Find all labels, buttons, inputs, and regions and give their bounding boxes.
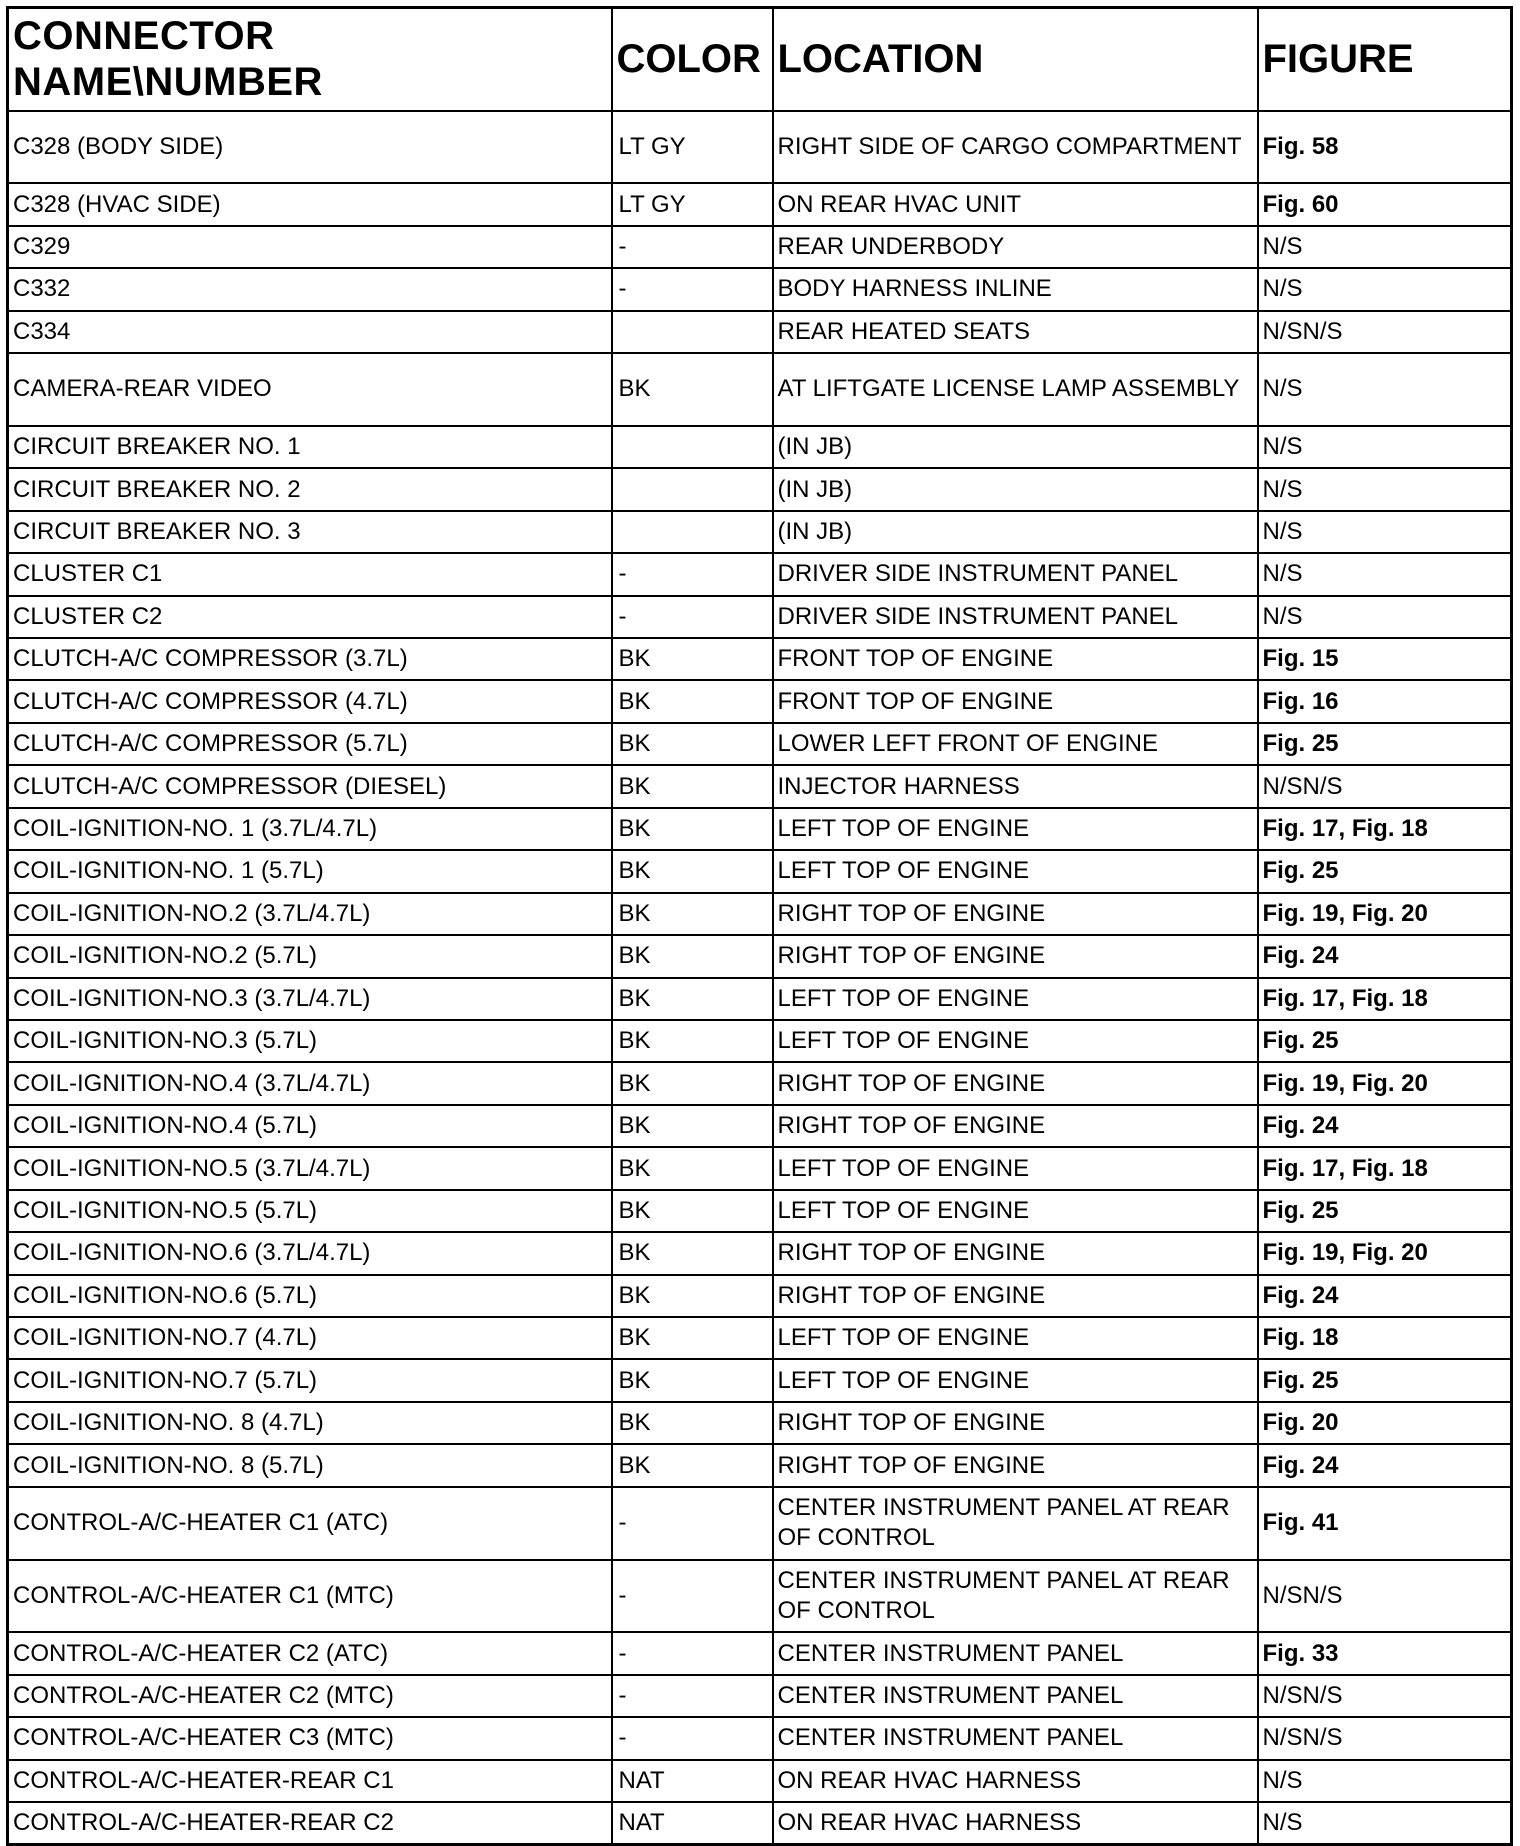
table-row — [8, 353, 1512, 426]
cell-figure: N/S — [1258, 268, 1512, 310]
cell-connector-name: COIL-IGNITION-NO.2 (5.7L) — [8, 935, 612, 977]
cell-figure: Fig. 17, Fig. 18 — [1258, 808, 1512, 850]
cell-connector-name: COIL-IGNITION-NO.7 (5.7L) — [8, 1359, 612, 1401]
cell-color: BK — [612, 1317, 773, 1359]
table-row — [8, 893, 1512, 935]
cell-color: BK — [612, 353, 773, 426]
table-row — [8, 765, 1512, 807]
cell-color: BK — [612, 1020, 773, 1062]
cell-color: BK — [612, 1190, 773, 1232]
cell-color: BK — [612, 1275, 773, 1317]
cell-location: LEFT TOP OF ENGINE — [773, 1317, 1258, 1359]
table-row — [8, 311, 1512, 353]
cell-color: LT GY — [612, 111, 773, 184]
cell-location: REAR UNDERBODY — [773, 226, 1258, 268]
cell-connector-name: COIL-IGNITION-NO.6 (3.7L/4.7L) — [8, 1232, 612, 1274]
cell-location: RIGHT TOP OF ENGINE — [773, 935, 1258, 977]
header-location: LOCATION — [773, 8, 1258, 111]
table-row — [8, 426, 1512, 468]
cell-location: LEFT TOP OF ENGINE — [773, 1359, 1258, 1401]
cell-color: BK — [612, 1147, 773, 1189]
table-row — [8, 1487, 1512, 1560]
table-body — [8, 111, 1512, 1845]
cell-connector-name: C334 — [8, 311, 612, 353]
table-row — [8, 1632, 1512, 1674]
table-row — [8, 808, 1512, 850]
cell-figure: Fig. 17, Fig. 18 — [1258, 1147, 1512, 1189]
cell-connector-name: CLUTCH-A/C COMPRESSOR (DIESEL) — [8, 765, 612, 807]
cell-figure: N/S — [1258, 226, 1512, 268]
table-row — [8, 511, 1512, 553]
cell-figure: Fig. 25 — [1258, 723, 1512, 765]
cell-connector-name: CONTROL-A/C-HEATER C2 (ATC) — [8, 1632, 612, 1674]
cell-connector-name: COIL-IGNITION-NO.2 (3.7L/4.7L) — [8, 893, 612, 935]
cell-location: RIGHT TOP OF ENGINE — [773, 1402, 1258, 1444]
cell-figure: Fig. 24 — [1258, 1275, 1512, 1317]
table-row — [8, 1560, 1512, 1633]
cell-location: LEFT TOP OF ENGINE — [773, 808, 1258, 850]
table-row — [8, 1105, 1512, 1147]
cell-location: ON REAR HVAC UNIT — [773, 183, 1258, 225]
cell-location: CENTER INSTRUMENT PANEL — [773, 1632, 1258, 1674]
cell-figure: Fig. 33 — [1258, 1632, 1512, 1674]
cell-figure: Fig. 19, Fig. 20 — [1258, 1232, 1512, 1274]
header-row — [8, 8, 1512, 111]
cell-figure: N/S — [1258, 1802, 1512, 1844]
cell-figure: Fig. 60 — [1258, 183, 1512, 225]
cell-location: LEFT TOP OF ENGINE — [773, 850, 1258, 892]
cell-figure: Fig. 19, Fig. 20 — [1258, 893, 1512, 935]
cell-connector-name: COIL-IGNITION-NO.4 (3.7L/4.7L) — [8, 1062, 612, 1104]
cell-color — [612, 468, 773, 510]
cell-color: BK — [612, 723, 773, 765]
table-row — [8, 226, 1512, 268]
table-row — [8, 468, 1512, 510]
cell-figure: N/S — [1258, 511, 1512, 553]
cell-connector-name: COIL-IGNITION-NO.3 (3.7L/4.7L) — [8, 978, 612, 1020]
cell-figure: N/S — [1258, 596, 1512, 638]
cell-location: RIGHT TOP OF ENGINE — [773, 1275, 1258, 1317]
cell-location: LEFT TOP OF ENGINE — [773, 978, 1258, 1020]
cell-color: - — [612, 1675, 773, 1717]
cell-location: CENTER INSTRUMENT PANEL — [773, 1717, 1258, 1759]
cell-color: BK — [612, 765, 773, 807]
cell-connector-name: CONTROL-A/C-HEATER C1 (ATC) — [8, 1487, 612, 1560]
cell-figure: Fig. 19, Fig. 20 — [1258, 1062, 1512, 1104]
cell-location: RIGHT TOP OF ENGINE — [773, 1062, 1258, 1104]
cell-location: CENTER INSTRUMENT PANEL AT REAR OF CONTROL — [773, 1560, 1258, 1633]
cell-connector-name: CONTROL-A/C-HEATER C3 (MTC) — [8, 1717, 612, 1759]
cell-connector-name: CIRCUIT BREAKER NO. 2 — [8, 468, 612, 510]
cell-connector-name: COIL-IGNITION-NO. 8 (4.7L) — [8, 1402, 612, 1444]
cell-location: REAR HEATED SEATS — [773, 311, 1258, 353]
cell-connector-name: C329 — [8, 226, 612, 268]
cell-connector-name: CIRCUIT BREAKER NO. 1 — [8, 426, 612, 468]
cell-location: (IN JB) — [773, 426, 1258, 468]
cell-figure: N/S — [1258, 426, 1512, 468]
cell-connector-name: COIL-IGNITION-NO. 8 (5.7L) — [8, 1444, 612, 1486]
cell-location: FRONT TOP OF ENGINE — [773, 638, 1258, 680]
cell-connector-name: CLUTCH-A/C COMPRESSOR (5.7L) — [8, 723, 612, 765]
cell-location: CENTER INSTRUMENT PANEL — [773, 1675, 1258, 1717]
cell-connector-name: CLUSTER C1 — [8, 553, 612, 595]
cell-color: - — [612, 1717, 773, 1759]
cell-color: BK — [612, 893, 773, 935]
cell-connector-name: CONTROL-A/C-HEATER-REAR C1 — [8, 1760, 612, 1802]
cell-figure: Fig. 18 — [1258, 1317, 1512, 1359]
cell-location: DRIVER SIDE INSTRUMENT PANEL — [773, 553, 1258, 595]
cell-figure: Fig. 15 — [1258, 638, 1512, 680]
cell-color: - — [612, 553, 773, 595]
cell-location: RIGHT TOP OF ENGINE — [773, 1444, 1258, 1486]
cell-connector-name: CLUTCH-A/C COMPRESSOR (3.7L) — [8, 638, 612, 680]
cell-connector-name: CONTROL-A/C-HEATER-REAR C2 — [8, 1802, 612, 1844]
table-row — [8, 680, 1512, 722]
table-row — [8, 978, 1512, 1020]
cell-figure: Fig. 25 — [1258, 1190, 1512, 1232]
cell-figure: N/SN/S — [1258, 1717, 1512, 1759]
cell-color: - — [612, 1632, 773, 1674]
cell-connector-name: COIL-IGNITION-NO.7 (4.7L) — [8, 1317, 612, 1359]
cell-location: AT LIFTGATE LICENSE LAMP ASSEMBLY — [773, 353, 1258, 426]
table-row — [8, 723, 1512, 765]
cell-color — [612, 311, 773, 353]
cell-location: FRONT TOP OF ENGINE — [773, 680, 1258, 722]
cell-connector-name: CIRCUIT BREAKER NO. 3 — [8, 511, 612, 553]
cell-color: BK — [612, 1359, 773, 1401]
cell-location: (IN JB) — [773, 511, 1258, 553]
cell-color — [612, 511, 773, 553]
table-row — [8, 1232, 1512, 1274]
table-row — [8, 1402, 1512, 1444]
cell-color: BK — [612, 850, 773, 892]
cell-color: BK — [612, 1402, 773, 1444]
cell-figure: Fig. 24 — [1258, 1105, 1512, 1147]
table-row — [8, 596, 1512, 638]
cell-location: LEFT TOP OF ENGINE — [773, 1020, 1258, 1062]
table-row — [8, 1062, 1512, 1104]
cell-figure: N/SN/S — [1258, 765, 1512, 807]
cell-location: RIGHT TOP OF ENGINE — [773, 893, 1258, 935]
cell-figure: Fig. 58 — [1258, 111, 1512, 184]
cell-location: LEFT TOP OF ENGINE — [773, 1147, 1258, 1189]
cell-location: CENTER INSTRUMENT PANEL AT REAR OF CONTROL — [773, 1487, 1258, 1560]
cell-connector-name: CLUTCH-A/C COMPRESSOR (4.7L) — [8, 680, 612, 722]
cell-color: - — [612, 596, 773, 638]
table-row — [8, 1760, 1512, 1802]
cell-figure: N/SN/S — [1258, 1560, 1512, 1633]
table-row — [8, 1444, 1512, 1486]
cell-connector-name: COIL-IGNITION-NO.5 (5.7L) — [8, 1190, 612, 1232]
cell-figure: Fig. 17, Fig. 18 — [1258, 978, 1512, 1020]
table-row — [8, 1717, 1512, 1759]
cell-color: BK — [612, 638, 773, 680]
cell-figure: Fig. 20 — [1258, 1402, 1512, 1444]
table-row — [8, 1317, 1512, 1359]
table-row — [8, 1275, 1512, 1317]
cell-connector-name: COIL-IGNITION-NO.4 (5.7L) — [8, 1105, 612, 1147]
table-row — [8, 638, 1512, 680]
cell-connector-name: C328 (HVAC SIDE) — [8, 183, 612, 225]
connector-table — [6, 6, 1513, 1846]
table-row — [8, 1802, 1512, 1844]
cell-figure: Fig. 25 — [1258, 850, 1512, 892]
table-row — [8, 111, 1512, 184]
cell-location: LOWER LEFT FRONT OF ENGINE — [773, 723, 1258, 765]
cell-location: INJECTOR HARNESS — [773, 765, 1258, 807]
cell-figure: N/S — [1258, 553, 1512, 595]
table-row — [8, 1147, 1512, 1189]
table-row — [8, 268, 1512, 310]
cell-color: BK — [612, 1444, 773, 1486]
cell-color: BK — [612, 935, 773, 977]
cell-figure: Fig. 24 — [1258, 935, 1512, 977]
cell-color: - — [612, 226, 773, 268]
cell-color — [612, 426, 773, 468]
cell-figure: N/S — [1258, 353, 1512, 426]
cell-figure: N/S — [1258, 468, 1512, 510]
cell-connector-name: CONTROL-A/C-HEATER C1 (MTC) — [8, 1560, 612, 1633]
table-row — [8, 1190, 1512, 1232]
header-name-line2: NAME\NUMBER — [13, 60, 323, 105]
cell-connector-name: CONTROL-A/C-HEATER C2 (MTC) — [8, 1675, 612, 1717]
table-row — [8, 850, 1512, 892]
cell-figure: Fig. 25 — [1258, 1359, 1512, 1401]
cell-color: - — [612, 1560, 773, 1633]
table-row — [8, 1359, 1512, 1401]
header-figure: FIGURE — [1258, 8, 1512, 111]
cell-connector-name: COIL-IGNITION-NO. 1 (5.7L) — [8, 850, 612, 892]
cell-color: - — [612, 1487, 773, 1560]
cell-connector-name: COIL-IGNITION-NO.5 (3.7L/4.7L) — [8, 1147, 612, 1189]
header-color: COLOR — [612, 8, 773, 111]
cell-figure: N/SN/S — [1258, 311, 1512, 353]
table-row — [8, 183, 1512, 225]
cell-color: BK — [612, 1105, 773, 1147]
table-row — [8, 1020, 1512, 1062]
cell-color: BK — [612, 680, 773, 722]
table-row — [8, 935, 1512, 977]
cell-location: (IN JB) — [773, 468, 1258, 510]
cell-figure: Fig. 24 — [1258, 1444, 1512, 1486]
header-name-line1: CONNECTOR — [13, 14, 275, 59]
cell-location: ON REAR HVAC HARNESS — [773, 1802, 1258, 1844]
cell-location: LEFT TOP OF ENGINE — [773, 1190, 1258, 1232]
cell-figure: Fig. 25 — [1258, 1020, 1512, 1062]
cell-color: BK — [612, 978, 773, 1020]
cell-color: LT GY — [612, 183, 773, 225]
cell-color: BK — [612, 1062, 773, 1104]
cell-figure: N/S — [1258, 1760, 1512, 1802]
cell-figure: Fig. 16 — [1258, 680, 1512, 722]
cell-location: DRIVER SIDE INSTRUMENT PANEL — [773, 596, 1258, 638]
header-connector-name — [8, 8, 612, 111]
cell-figure: Fig. 41 — [1258, 1487, 1512, 1560]
cell-connector-name: COIL-IGNITION-NO.3 (5.7L) — [8, 1020, 612, 1062]
table-row — [8, 1675, 1512, 1717]
cell-connector-name: C328 (BODY SIDE) — [8, 111, 612, 184]
cell-connector-name: CAMERA-REAR VIDEO — [8, 353, 612, 426]
cell-location: ON REAR HVAC HARNESS — [773, 1760, 1258, 1802]
cell-connector-name: COIL-IGNITION-NO. 1 (3.7L/4.7L) — [8, 808, 612, 850]
cell-color: BK — [612, 808, 773, 850]
table-row — [8, 553, 1512, 595]
cell-location: RIGHT TOP OF ENGINE — [773, 1105, 1258, 1147]
cell-location: RIGHT SIDE OF CARGO COMPARTMENT — [773, 111, 1258, 184]
cell-color: NAT — [612, 1760, 773, 1802]
cell-color: BK — [612, 1232, 773, 1274]
cell-figure: N/SN/S — [1258, 1675, 1512, 1717]
cell-color: - — [612, 268, 773, 310]
cell-color: NAT — [612, 1802, 773, 1844]
cell-connector-name: CLUSTER C2 — [8, 596, 612, 638]
cell-location: RIGHT TOP OF ENGINE — [773, 1232, 1258, 1274]
cell-connector-name: COIL-IGNITION-NO.6 (5.7L) — [8, 1275, 612, 1317]
table-header — [8, 8, 1512, 111]
cell-location: BODY HARNESS INLINE — [773, 268, 1258, 310]
cell-connector-name: C332 — [8, 268, 612, 310]
